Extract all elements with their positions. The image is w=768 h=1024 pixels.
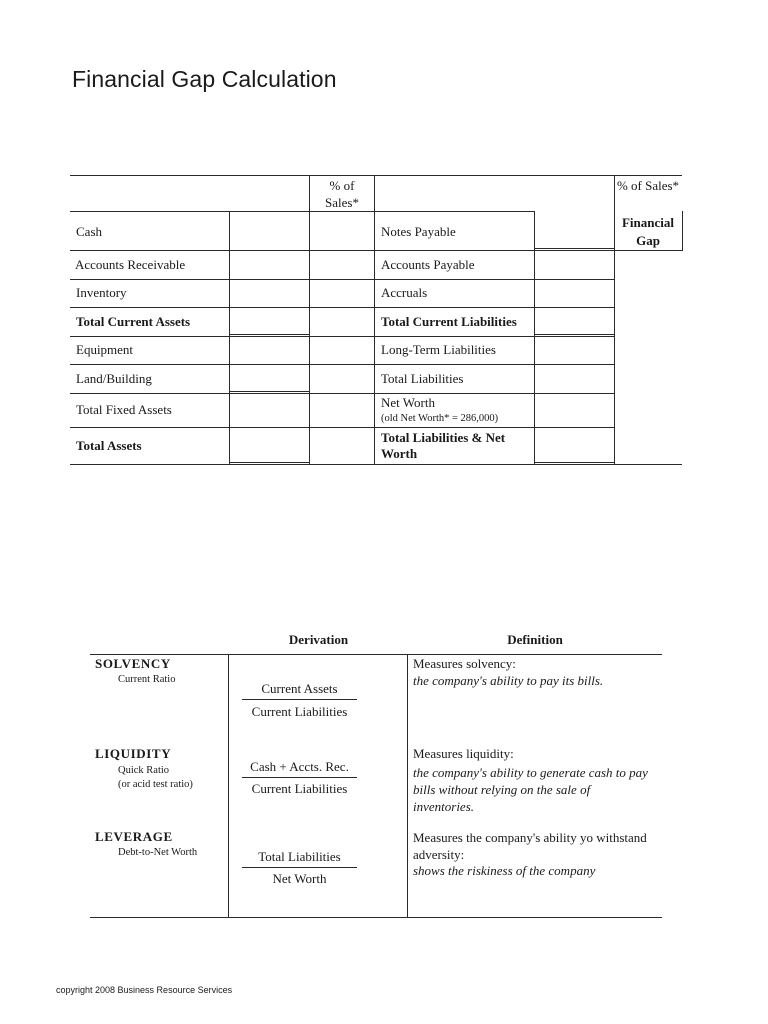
fraction-bar <box>242 699 357 700</box>
ratio-table-top-rule <box>90 654 662 655</box>
derivation-header: Derivation <box>288 632 349 647</box>
liability-label-long-term-liabilities: Long-Term Liabilities <box>381 342 496 357</box>
asset-label-land-building: Land/Building <box>76 371 152 386</box>
fraction-bar <box>242 867 357 868</box>
ratio-denominator: Current Liabilities <box>251 704 348 719</box>
column-rule <box>374 175 375 465</box>
header-rule <box>70 211 535 212</box>
ratio-numerator: Current Assets <box>261 681 338 696</box>
copyright-footer: copyright 2008 Business Resource Services <box>56 985 233 995</box>
definition-header: Definition <box>507 632 563 647</box>
pct-of-sales-header-right: % of Sales* <box>616 178 680 193</box>
ratio-name-quick-ratio: Quick Ratio <box>118 765 170 776</box>
definition-lead: Measures solvency: <box>413 656 516 671</box>
liability-label-total-current-liabilities: Total Current Liabilities <box>381 314 517 329</box>
total-underline <box>230 462 309 465</box>
liability-label-total-liabilities: Total Liabilities <box>381 371 464 386</box>
column-rule <box>534 211 535 465</box>
liability-label-accounts-payable: Accounts Payable <box>381 257 475 272</box>
ratio-category-leverage: LEVERAGE <box>95 829 173 844</box>
net-worth-note: (old Net Worth* = 286,000) <box>381 413 499 424</box>
ratio-category-solvency: SOLVENCY <box>95 656 171 671</box>
ratio-numerator: Total Liabilities <box>258 849 341 864</box>
definition-lead: Measures liquidity: <box>413 746 514 761</box>
definition-detail: the company's ability to generate cash to pay bills without relying on the sale of inventories. <box>413 765 648 814</box>
ratio-denominator: Net Worth <box>272 871 327 886</box>
asset-label-cash: Cash <box>76 224 102 239</box>
column-rule <box>614 175 615 465</box>
ratio-denominator: Current Liabilities <box>251 781 348 796</box>
asset-label-accounts-receivable: Accounts Receivable <box>75 257 186 272</box>
pct-of-sales-header: % of Sales* <box>325 178 359 210</box>
asset-label-inventory: Inventory <box>76 285 127 300</box>
financial-gap-box-rule <box>614 250 683 251</box>
definition-lead: Measures the company's ability yo withstand adversity: <box>413 830 647 862</box>
liability-label-total-liabilities-net-worth: Total Liabilities & Net Worth <box>381 430 506 461</box>
financial-gap-label: Financial Gap <box>621 215 674 248</box>
fraction-bar <box>242 777 357 778</box>
table-top-rule <box>70 175 682 176</box>
ratio-column-rule <box>407 654 408 917</box>
total-underline <box>535 462 614 465</box>
ratio-numerator: Cash + Accts. Rec. <box>250 759 349 774</box>
page-title: Financial Gap Calculation <box>72 66 337 92</box>
financial-gap-box-rule <box>682 211 683 250</box>
asset-label-total-current-assets: Total Current Assets <box>76 314 191 329</box>
total-underline <box>230 391 309 394</box>
ratio-category-liquidity: LIQUIDITY <box>95 746 172 761</box>
ratio-name-current-ratio: Current Ratio <box>118 674 176 685</box>
total-underline <box>535 334 614 337</box>
column-rule <box>309 175 310 465</box>
asset-label-total-assets: Total Assets <box>76 438 142 453</box>
total-underline <box>230 334 309 337</box>
definition-detail: the company's ability to pay its bills. <box>413 673 604 688</box>
total-underline <box>535 248 614 251</box>
ratio-column-rule <box>228 654 229 917</box>
liability-label-notes-payable: Notes Payable <box>381 224 456 239</box>
ratio-note-acid-test: (or acid test ratio) <box>118 779 193 790</box>
column-rule <box>229 211 230 465</box>
asset-label-equipment: Equipment <box>76 342 134 357</box>
ratio-name-debt-to-net-worth: Debt-to-Net Worth <box>118 847 198 858</box>
ratio-table-bottom-rule <box>90 917 662 918</box>
liability-label-net-worth: Net Worth <box>381 395 435 410</box>
liability-label-accruals: Accruals <box>381 285 428 300</box>
definition-detail: shows the riskiness of the company <box>413 863 596 878</box>
asset-label-total-fixed-assets: Total Fixed Assets <box>76 402 172 417</box>
